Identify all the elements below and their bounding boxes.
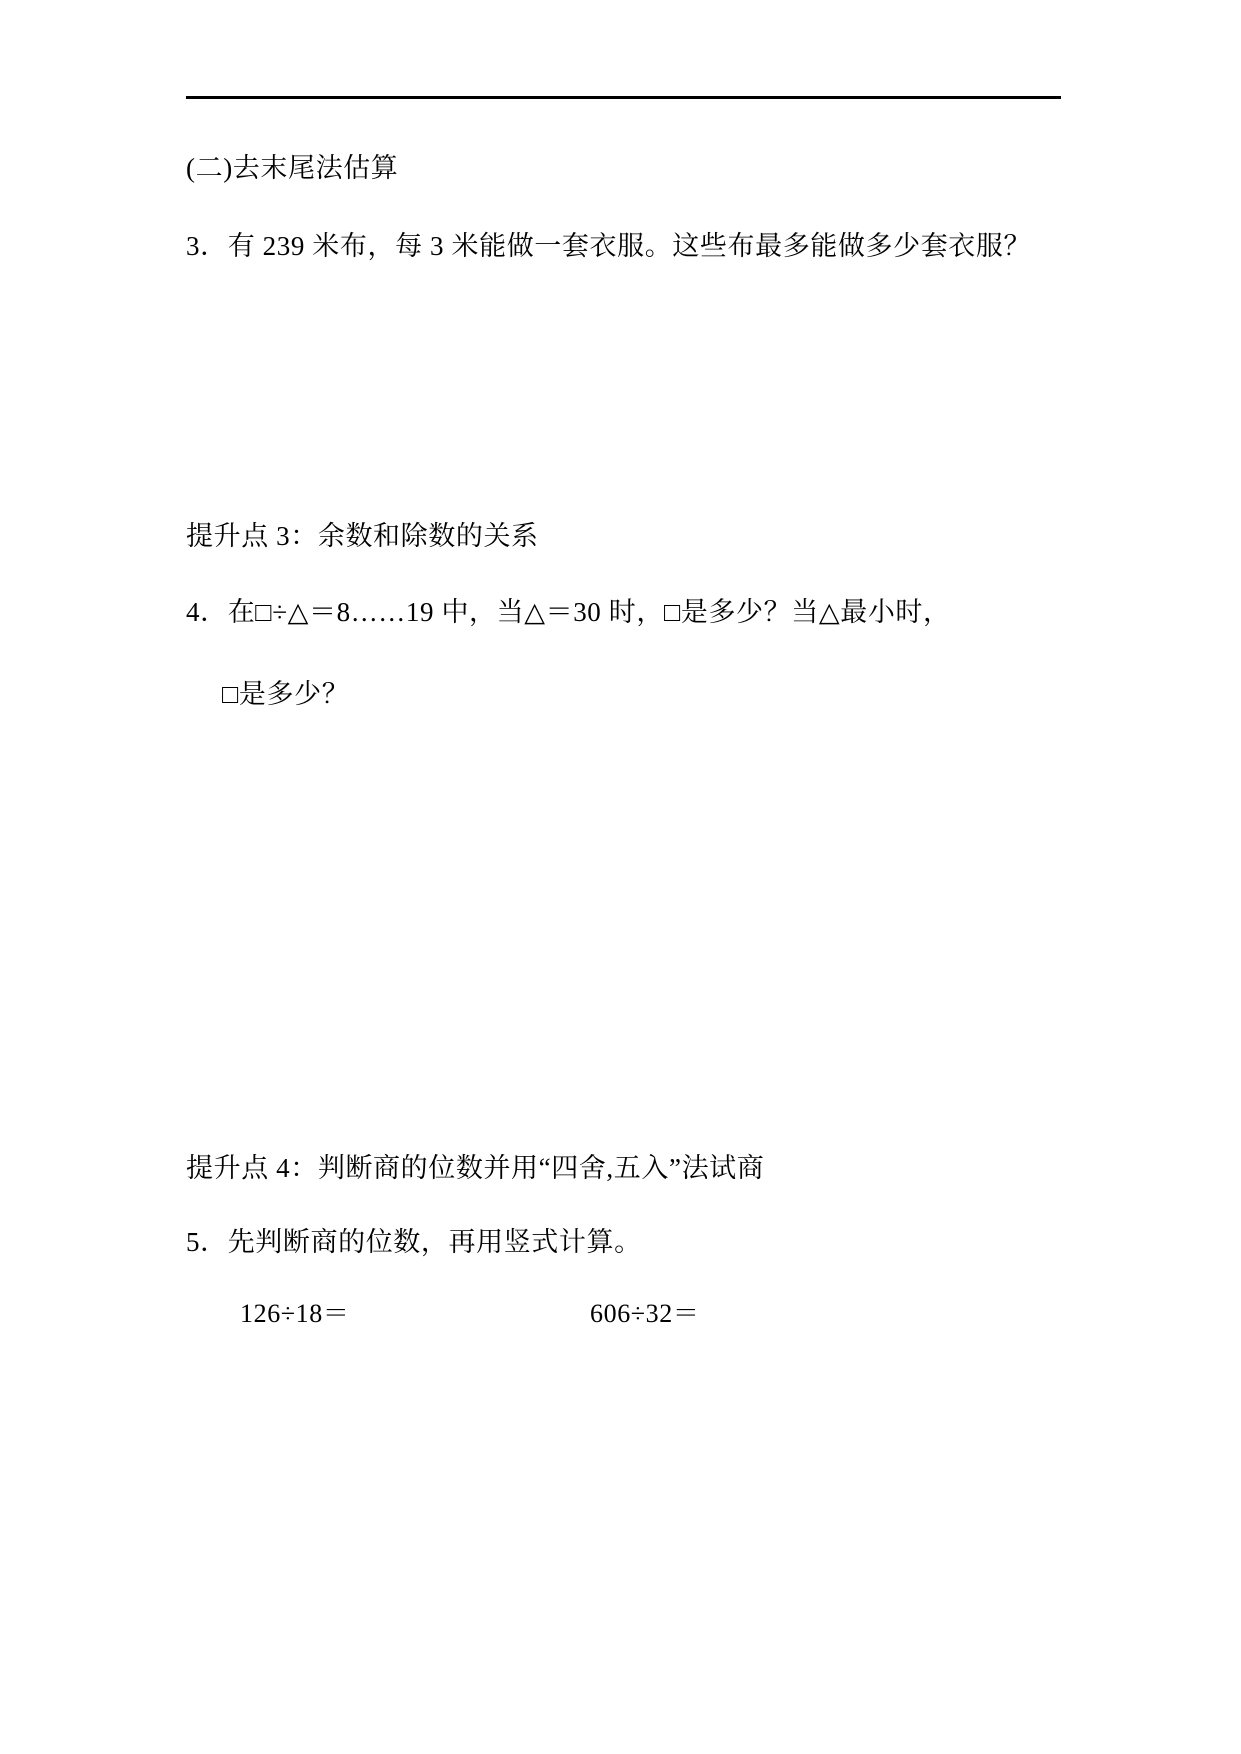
question-4-text-line-1: 4．在□÷△＝8……19 中，当△＝30 时，□是多少？当△最小时， <box>186 597 951 627</box>
section-heading-estimation: (二)去末尾法估算 <box>186 153 399 183</box>
question-4-text-line-2: □是多少？ <box>222 679 350 709</box>
header-divider <box>186 96 1061 99</box>
section-heading-remainder-divisor: 提升点 3：余数和除数的关系 <box>186 521 539 551</box>
question-3-text: 3．有 239 米布，每 3 米能做一套衣服。这些布最多能做多少套衣服？ <box>186 231 1032 261</box>
question-5-text: 5．先判断商的位数，再用竖式计算。 <box>186 1227 642 1257</box>
section-heading-quotient-digits: 提升点 4：判断商的位数并用“四舍,五入”法试商 <box>186 1153 765 1183</box>
exercise-item-2: 606÷32＝ <box>590 1299 700 1328</box>
exercise-item-1: 126÷18＝ <box>240 1299 350 1328</box>
